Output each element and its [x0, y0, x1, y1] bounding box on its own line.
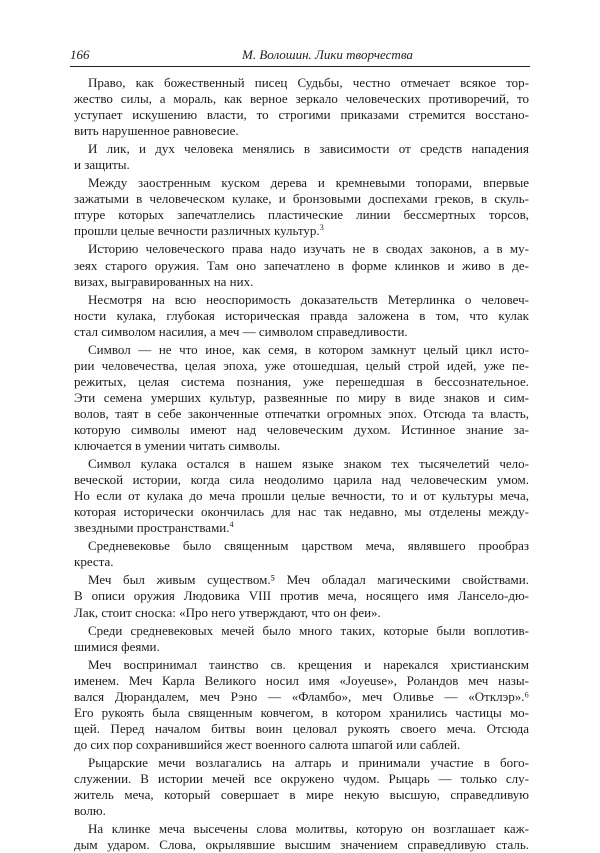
line-text: На клинке меча высечены слова молитвы, которую он возглашает каж-: [88, 821, 529, 837]
paragraph: [74, 292, 529, 340]
line-text: В описи оружия Людовика VIII против меча, носящего имя Лансело-дю-: [74, 588, 529, 604]
text-line: [74, 488, 529, 504]
text-line: [74, 623, 529, 639]
line-text: до сих пор сохранившийся жест военного салюта шпагой или саблей.: [74, 736, 461, 752]
text-line: [74, 422, 529, 438]
line-text: Средневековье было священным царством меча, являвшего прообраз: [88, 538, 529, 554]
line-text: звездными пространствами.: [74, 520, 230, 536]
line-text: зеях старого оружия. Там оно запечатлено в форме клинков и живо в де-: [74, 257, 529, 273]
text-line: [74, 191, 529, 207]
text-line: [74, 91, 529, 107]
text-line: [74, 75, 529, 91]
text-line: [74, 771, 529, 787]
text-line: [74, 223, 529, 239]
line-text: дым ударом. Слова, окрылявшие высшим значением справедливую сталь.: [74, 837, 529, 853]
line-text: волю.: [74, 803, 106, 819]
paragraph: [74, 821, 529, 853]
text-line: [74, 588, 529, 604]
line-text: вался Дюрандалем, меч Рэно — «Фламбо», меч Оливье — «Отклэр».⁶: [74, 688, 529, 704]
line-text: вить нарушенное равновесие.: [74, 123, 239, 139]
header-rule: [70, 66, 530, 67]
line-text: Между заостренным куском дерева и кремневыми топорами, впервые: [88, 175, 529, 191]
line-text: Символ — не что иное, как семя, в котором замкнут целый цикл исто-: [88, 341, 529, 357]
paragraph: [74, 572, 529, 620]
text-line: [74, 292, 529, 308]
line-text: житель меча, который совершает в мире некую высшую, справедливую: [74, 787, 529, 803]
paragraph: [74, 623, 529, 655]
body-text: [74, 75, 529, 853]
text-line: [74, 705, 529, 721]
line-text: прошли целые вечности различных культур.: [74, 223, 320, 239]
line-text: рии человечества, целая эпоха, уже отошедшая, целый строй идей, уже пе-: [74, 357, 529, 373]
line-text: Несмотря на всю неоспоримость доказательств Метерлинка о человеч-: [88, 291, 529, 307]
line-text: и защиты.: [74, 157, 130, 173]
line-text: ключается в умении читать символы.: [74, 438, 281, 454]
text-line: [74, 639, 529, 655]
line-text: зажатыми в человеческом кулаке, и бронзовыми доспехами греков, в скуль-: [74, 191, 529, 207]
line-text: щей. Перед началом битвы воин целовал рукоять своего меча. Отсюда: [74, 720, 529, 736]
text-line: [74, 308, 529, 324]
text-line: [74, 390, 529, 406]
text-line: [74, 175, 529, 191]
line-text: Лак, стоит сноска: «Про него утверждают, что он феи».: [74, 604, 381, 620]
line-text: Меч воспринимал таинство св. крещения и нарекался христианским: [88, 656, 529, 672]
text-line: [74, 605, 529, 621]
text-line: [74, 837, 529, 853]
line-text: именем. Меч Карла Великого носил имя «Joyeuse», Роландов меч назы-: [74, 672, 529, 688]
line-text: Право, как божественный писец Судьбы, честно отмечает всякое тор-: [88, 75, 529, 90]
text-line: [74, 406, 529, 422]
line-text: которая исторически окончилась для нас так недавно, мы отделены между-: [74, 504, 529, 520]
paragraph: [74, 141, 529, 173]
text-line: [74, 324, 529, 340]
line-text: стал символом насилия, а меч — символом справедливости.: [74, 323, 408, 339]
text-line: [74, 673, 529, 689]
text-line: [74, 374, 529, 390]
line-text: уступает искушению власти, то строгими приказами стремится восстано-: [74, 107, 529, 123]
text-line: [74, 755, 529, 771]
text-line: [74, 504, 529, 520]
text-line: [74, 472, 529, 488]
running-title: М. Волошин. Лики творчества: [242, 47, 413, 62]
footnote-marker: 3: [319, 223, 324, 233]
line-text: ности кулака, глубокая историческая правда заложена в том, что кулак: [74, 307, 529, 323]
text-line: [74, 821, 529, 837]
line-text: служении. В истории мечей все окружено чудом. Рыцарь — только слу-: [74, 770, 529, 786]
line-text: шимися феями.: [74, 638, 160, 654]
text-line: [74, 123, 529, 139]
text-line: [74, 358, 529, 374]
page-header: [70, 47, 530, 67]
paragraph: [74, 538, 529, 570]
line-text: Эти семена умерших культур, развеянные по миру в виде знаков и сим-: [74, 389, 529, 405]
text-line: [74, 657, 529, 673]
line-text: И лик, и дух человека менялись в зависимости от средств нападения: [88, 141, 529, 157]
line-text: Меч был живым существом.⁵ Меч обладал магическими свойствами.: [88, 572, 529, 588]
text-line: [74, 274, 529, 290]
line-text: веческой истории, когда сила неодолимо царила над человеческим умом.: [74, 472, 529, 488]
paragraph: [74, 657, 529, 753]
line-text: Символ кулака остался в нашем языке знаком тех тысячелетий чело-: [88, 456, 529, 472]
text-line: [74, 157, 529, 173]
text-line: [74, 207, 529, 223]
line-text: Историю человеческого права надо изучать не в сводах законов, а в му-: [88, 241, 529, 257]
text-line: [74, 538, 529, 554]
line-text: визах, выгравированных на них.: [74, 273, 254, 289]
line-text: жество силы, а мораль, как верное зеркало человеческих противоречий, то: [74, 91, 529, 107]
line-text: режитых, целая система познания, уже перешедшая в бессознательное.: [74, 373, 529, 389]
text-line: [74, 572, 529, 588]
text-line: [74, 438, 529, 454]
page-number: 166: [70, 47, 90, 62]
text-line: [74, 141, 529, 157]
text-line: [74, 241, 529, 257]
text-line: [74, 520, 529, 536]
paragraph: [74, 175, 529, 239]
text-line: [74, 787, 529, 803]
line-text: птуре которых запечатлелись пластические линии бессмертных торсов,: [74, 207, 529, 223]
paragraph: [74, 241, 529, 289]
line-text: Рыцарские мечи возлагались на алтарь и принимали участие в бого-: [88, 754, 529, 770]
text-line: [74, 342, 529, 358]
text-line: [74, 803, 529, 819]
text-line: [74, 689, 529, 705]
line-text: креста.: [74, 554, 114, 570]
footnote-marker: 4: [229, 520, 234, 530]
line-text: Но если от кулака до меча прошли целые вечности, то и от культуры меча,: [74, 488, 529, 504]
text-line: [74, 554, 529, 570]
line-text: Его рукоять была священным ковчегом, в котором хранились частицы мо-: [74, 704, 529, 720]
line-text: Среди средневековых мечей было много таких, которые были воплотив-: [88, 622, 529, 638]
paragraph: [74, 75, 529, 139]
text-line: [74, 721, 529, 737]
text-line: [74, 737, 529, 753]
paragraph: [74, 456, 529, 536]
text-line: [74, 107, 529, 123]
paragraph: [74, 342, 529, 454]
line-text: волов, таят в себе законченные отпечатки огромных эпох. Отсюда та власть,: [74, 405, 529, 421]
line-text: которую символы имеют над человеческим духом. Истинное знание за-: [74, 421, 529, 437]
text-line: [74, 456, 529, 472]
text-line: [74, 258, 529, 274]
